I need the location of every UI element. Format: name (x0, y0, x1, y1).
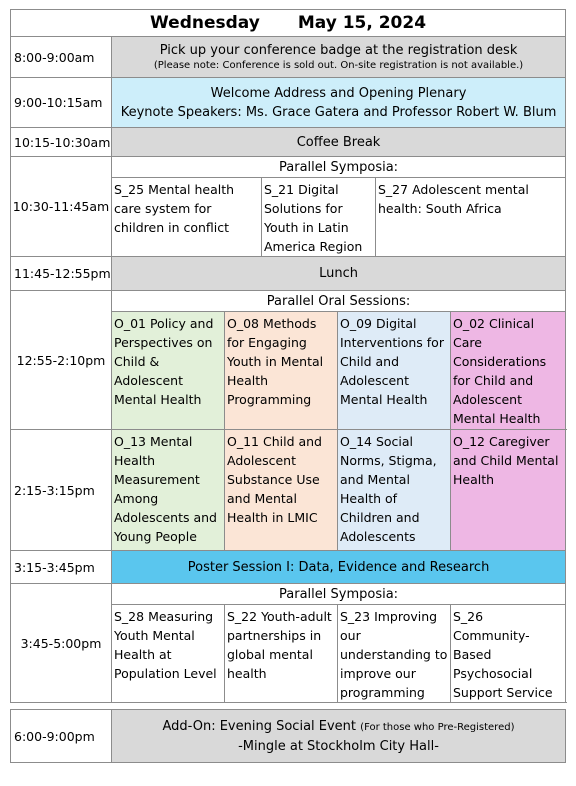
session-o09: O_09 Digital Interventions for Child and Adolescent Mental Health (338, 312, 451, 430)
time-label: 10:30-11:45am (11, 157, 112, 257)
welcome-title: Welcome Address and Opening Plenary (210, 85, 467, 101)
row-badge (11, 37, 566, 78)
badge-text: Pick up your conference badge at the registration desk (159, 42, 518, 58)
welcome-cell (112, 78, 566, 128)
evening-table (10, 709, 566, 763)
evening-event-cell (112, 710, 566, 763)
session-o01: O_01 Policy and Perspectives on Child & Adolescent Mental Health (112, 312, 225, 430)
poster-session: Poster Session I: Data, Evidence and Research (112, 551, 566, 584)
schedule-table (10, 9, 566, 703)
title-row (11, 10, 566, 37)
time-label: 9:00-10:15am (11, 78, 112, 128)
row-oral-2 (11, 430, 566, 551)
row-lunch (11, 257, 566, 291)
session-s23: S_23 Improving our understanding to improve our programming (338, 605, 451, 703)
row-coffee (11, 128, 566, 157)
evening-event-title: Add-On: Evening Social Event (162, 718, 357, 734)
badge-cell (112, 37, 566, 78)
time-label: 2:15-3:15pm (11, 430, 112, 551)
page-title (11, 10, 566, 37)
time-label: 6:00-9:00pm (11, 710, 112, 763)
session-o02: O_02 Clinical Care Considerations for Child and Adolescent Mental Health (451, 312, 566, 430)
oral-sessions-header: Parallel Oral Sessions: (112, 291, 566, 312)
lunch-cell: Lunch (112, 257, 566, 291)
time-label: 11:45-12:55pm (11, 257, 112, 291)
row-oral-header (11, 291, 566, 312)
time-label: 3:15-3:45pm (11, 551, 112, 584)
time-label: 10:15-10:30am (11, 128, 112, 157)
evening-event-location: -Mingle at Stockholm City Hall- (238, 738, 439, 754)
session-s21: S_21 Digital Solutions for Youth in Latin America Region (262, 178, 376, 257)
session-s27: S_27 Adolescent mental health: South Africa (376, 178, 566, 257)
row-symposia-2-header (11, 584, 566, 605)
session-o08: O_08 Methods for Engaging Youth in Mental Health Programming (225, 312, 338, 430)
session-o14: O_14 Social Norms, Stigma, and Mental Health of Children and Adolescents (338, 430, 451, 551)
session-o11: O_11 Child and Adolescent Substance Use and Mental Health in LMIC (225, 430, 338, 551)
time-label: 12:55-2:10pm (11, 291, 112, 430)
session-o12: O_12 Caregiver and Child Mental Health (451, 430, 566, 551)
symposia-header: Parallel Symposia: (112, 584, 566, 605)
session-s26: S_26 Community-Based Psychosocial Support Service (451, 605, 566, 703)
time-label: 8:00-9:00am (11, 37, 112, 78)
title-day: Wednesday (150, 12, 260, 33)
row-symposia-1-header (11, 157, 566, 178)
symposia-header: Parallel Symposia: (112, 157, 566, 178)
session-s28: S_28 Measuring Youth Mental Health at Population Level (112, 605, 225, 703)
time-label: 3:45-5:00pm (11, 584, 112, 703)
title-date: May 15, 2024 (297, 12, 427, 33)
badge-note: (Please note: Conference is sold out. On-site registration is not available.) (153, 59, 524, 71)
session-s22: S_22 Youth-adult partnerships in global mental health (225, 605, 338, 703)
evening-event-note: (For those who Pre-Registered) (360, 721, 515, 733)
keynote-speakers: Keynote Speakers: Ms. Grace Gatera and Professor Robert W. Blum (120, 104, 557, 120)
row-evening (11, 710, 566, 763)
coffee-break: Coffee Break (112, 128, 566, 157)
row-poster (11, 551, 566, 584)
row-welcome (11, 78, 566, 128)
session-o13: O_13 Mental Health Measurement Among Adolescents and Young People (112, 430, 225, 551)
session-s25: S_25 Mental health care system for children in conflict (112, 178, 262, 257)
